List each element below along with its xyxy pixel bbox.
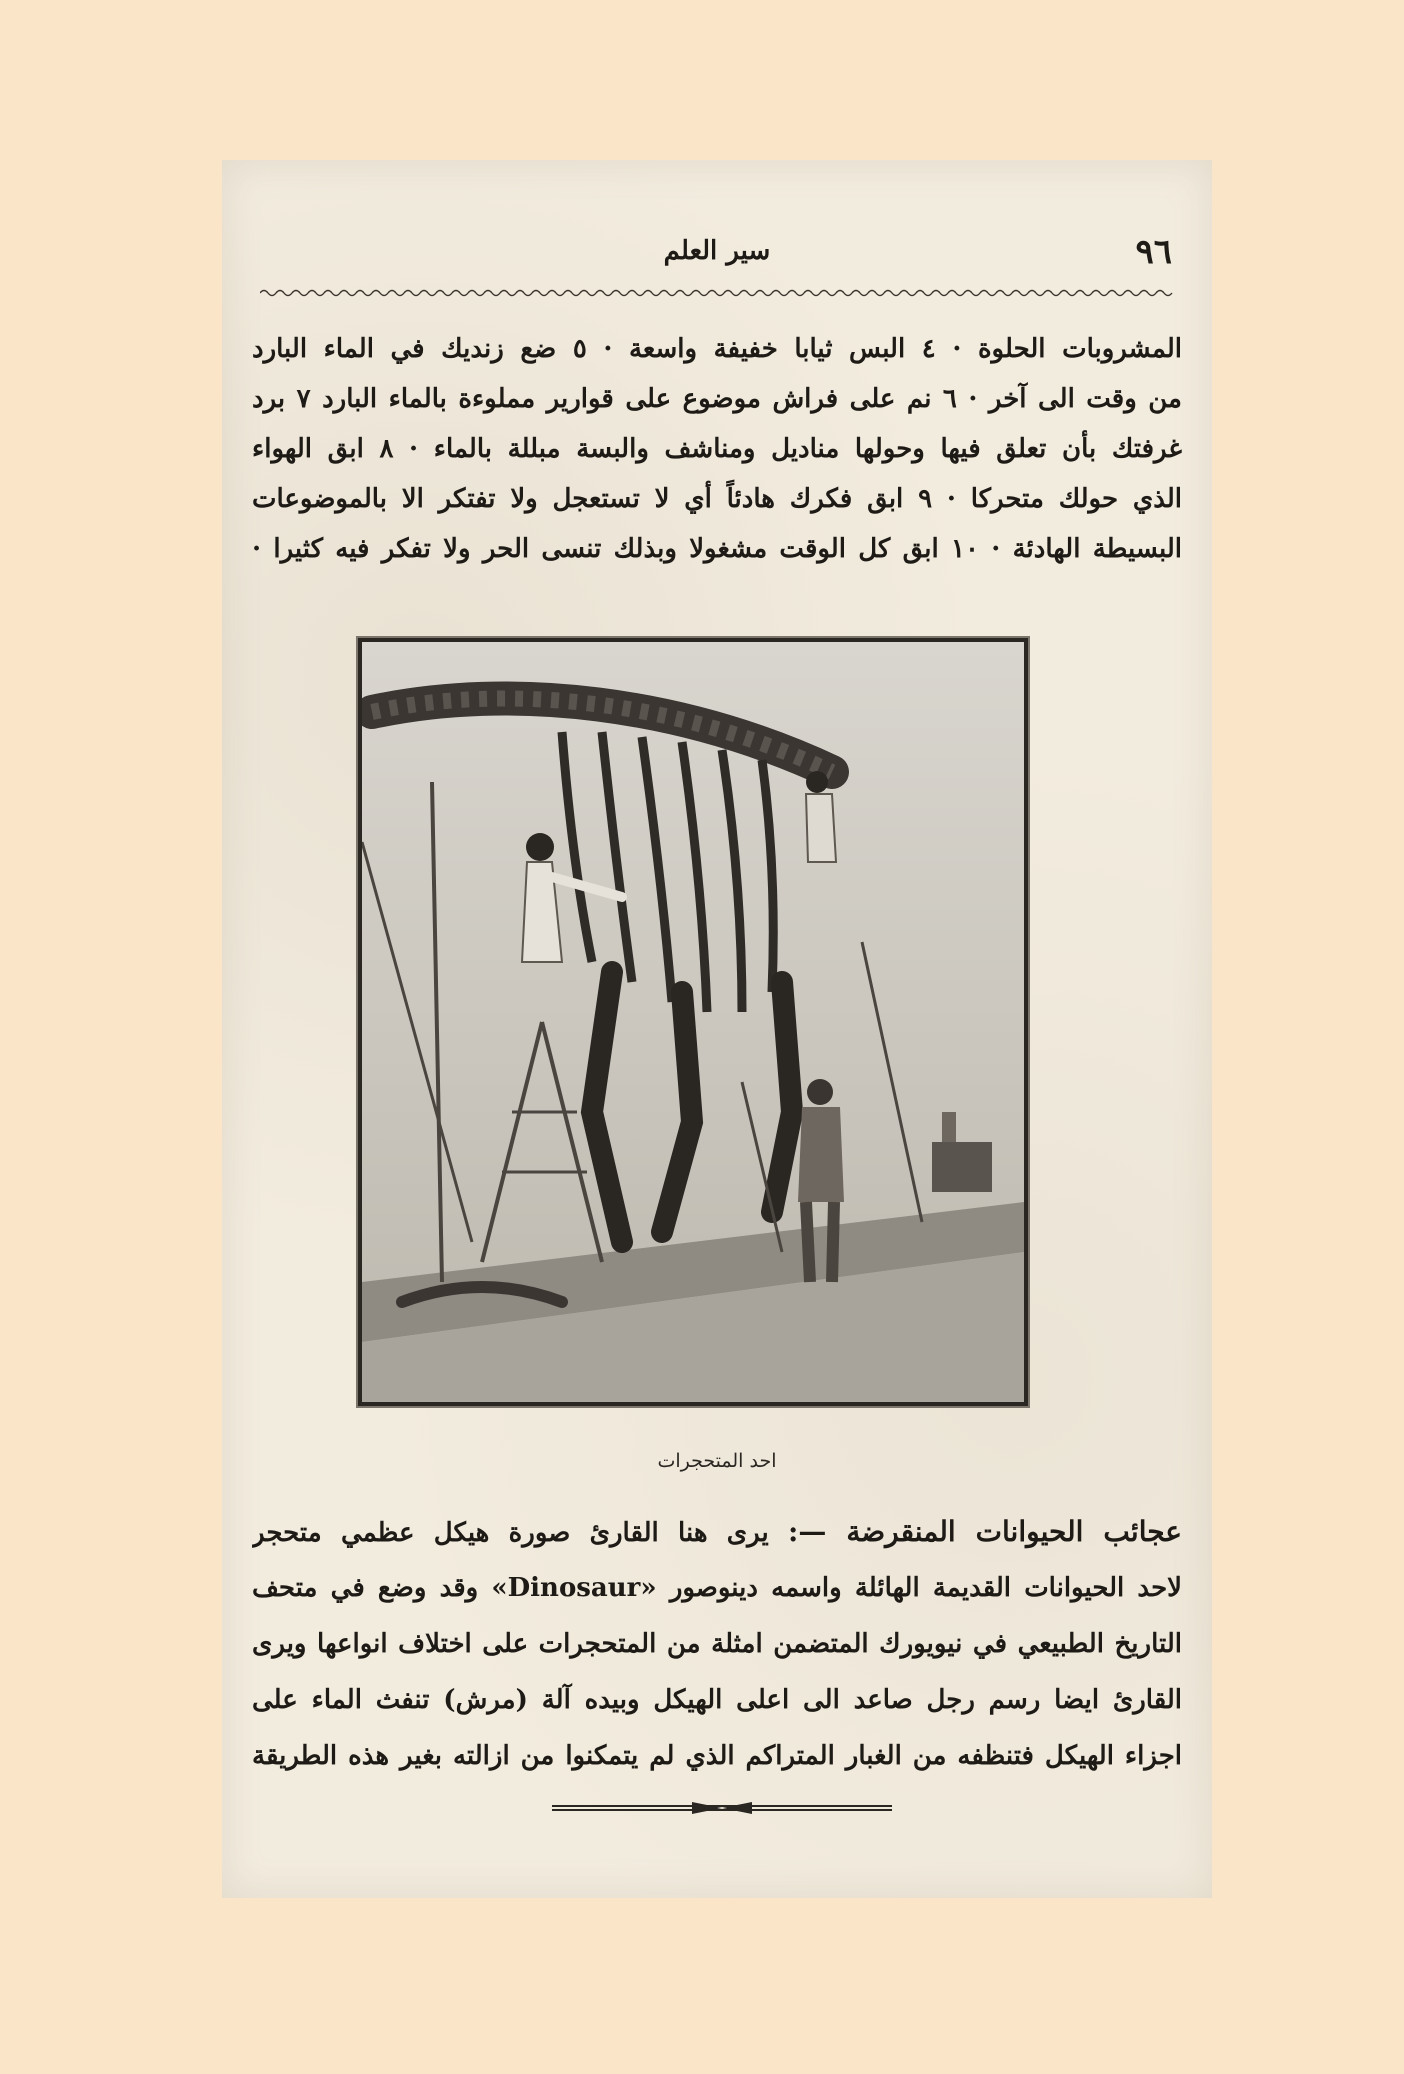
page-header xyxy=(262,232,1172,276)
photo-illustration xyxy=(362,642,1024,1402)
top-paragraph xyxy=(252,324,1182,574)
text-line xyxy=(252,1504,1182,1560)
text-line: الذي حولك متحركا · ٩ ابق فكرك هادئاً أي لا تستعجل ولا تفتكر الا بالموضوعات xyxy=(252,484,1182,514)
text-line: التاريخ الطبيعي في نيويورك المتضمن امثلة من المتحجرات على اختلاف انواعها ويرى xyxy=(252,1629,1182,1659)
bottom-paragraph xyxy=(252,1504,1182,1784)
text-line: غرفتك بأن تعلق فيها وحولها مناديل ومناشف والبسة مبللة بالماء · ٨ ابق الهواء xyxy=(252,434,1182,464)
text-line: المشروبات الحلوة · ٤ البس ثيابا خفيفة واسعة · ٥ ضع زنديك في الماء البارد xyxy=(252,334,1182,364)
text-line: القارئ ايضا رسم رجل صاعد الى اعلى الهيكل وبيده آلة (مرش) تنفث الماء على xyxy=(252,1685,1182,1715)
text-line: البسيطة الهادئة · ١٠ ابق كل الوقت مشغولا وبذلك تنسى الحر ولا تفكر فيه كثيرا · xyxy=(252,534,1182,564)
text-line: لاحد الحيوانات القديمة الهائلة واسمه دينوصور «Dinosaur» وقد وضع في متحف xyxy=(252,1573,1182,1603)
page-number: ٩٦ xyxy=(1135,232,1172,272)
text-line: من وقت الى آخر · ٦ نم على فراش موضوع على قوارير مملوءة بالماء البارد ٧ برد xyxy=(252,384,1182,414)
book-page xyxy=(222,160,1212,1898)
text-line-rest: يرى هنا القارئ صورة هيكل عظمي متحجر xyxy=(252,1518,789,1548)
figure-caption: احد المتحجرات xyxy=(657,1450,777,1472)
dinosaur-skeleton-photo xyxy=(358,638,1028,1406)
end-ornament xyxy=(552,1800,892,1816)
running-title: سير العلم xyxy=(663,236,771,266)
text-line: اجزاء الهيكل فتنظفه من الغبار المتراكم الذي لم يتمكنوا من ازالته بغير هذه الطريقة xyxy=(252,1741,1182,1771)
section-heading: عجائب الحيوانات المنقرضة —: xyxy=(788,1515,1182,1548)
wavy-rule-divider xyxy=(260,288,1174,298)
